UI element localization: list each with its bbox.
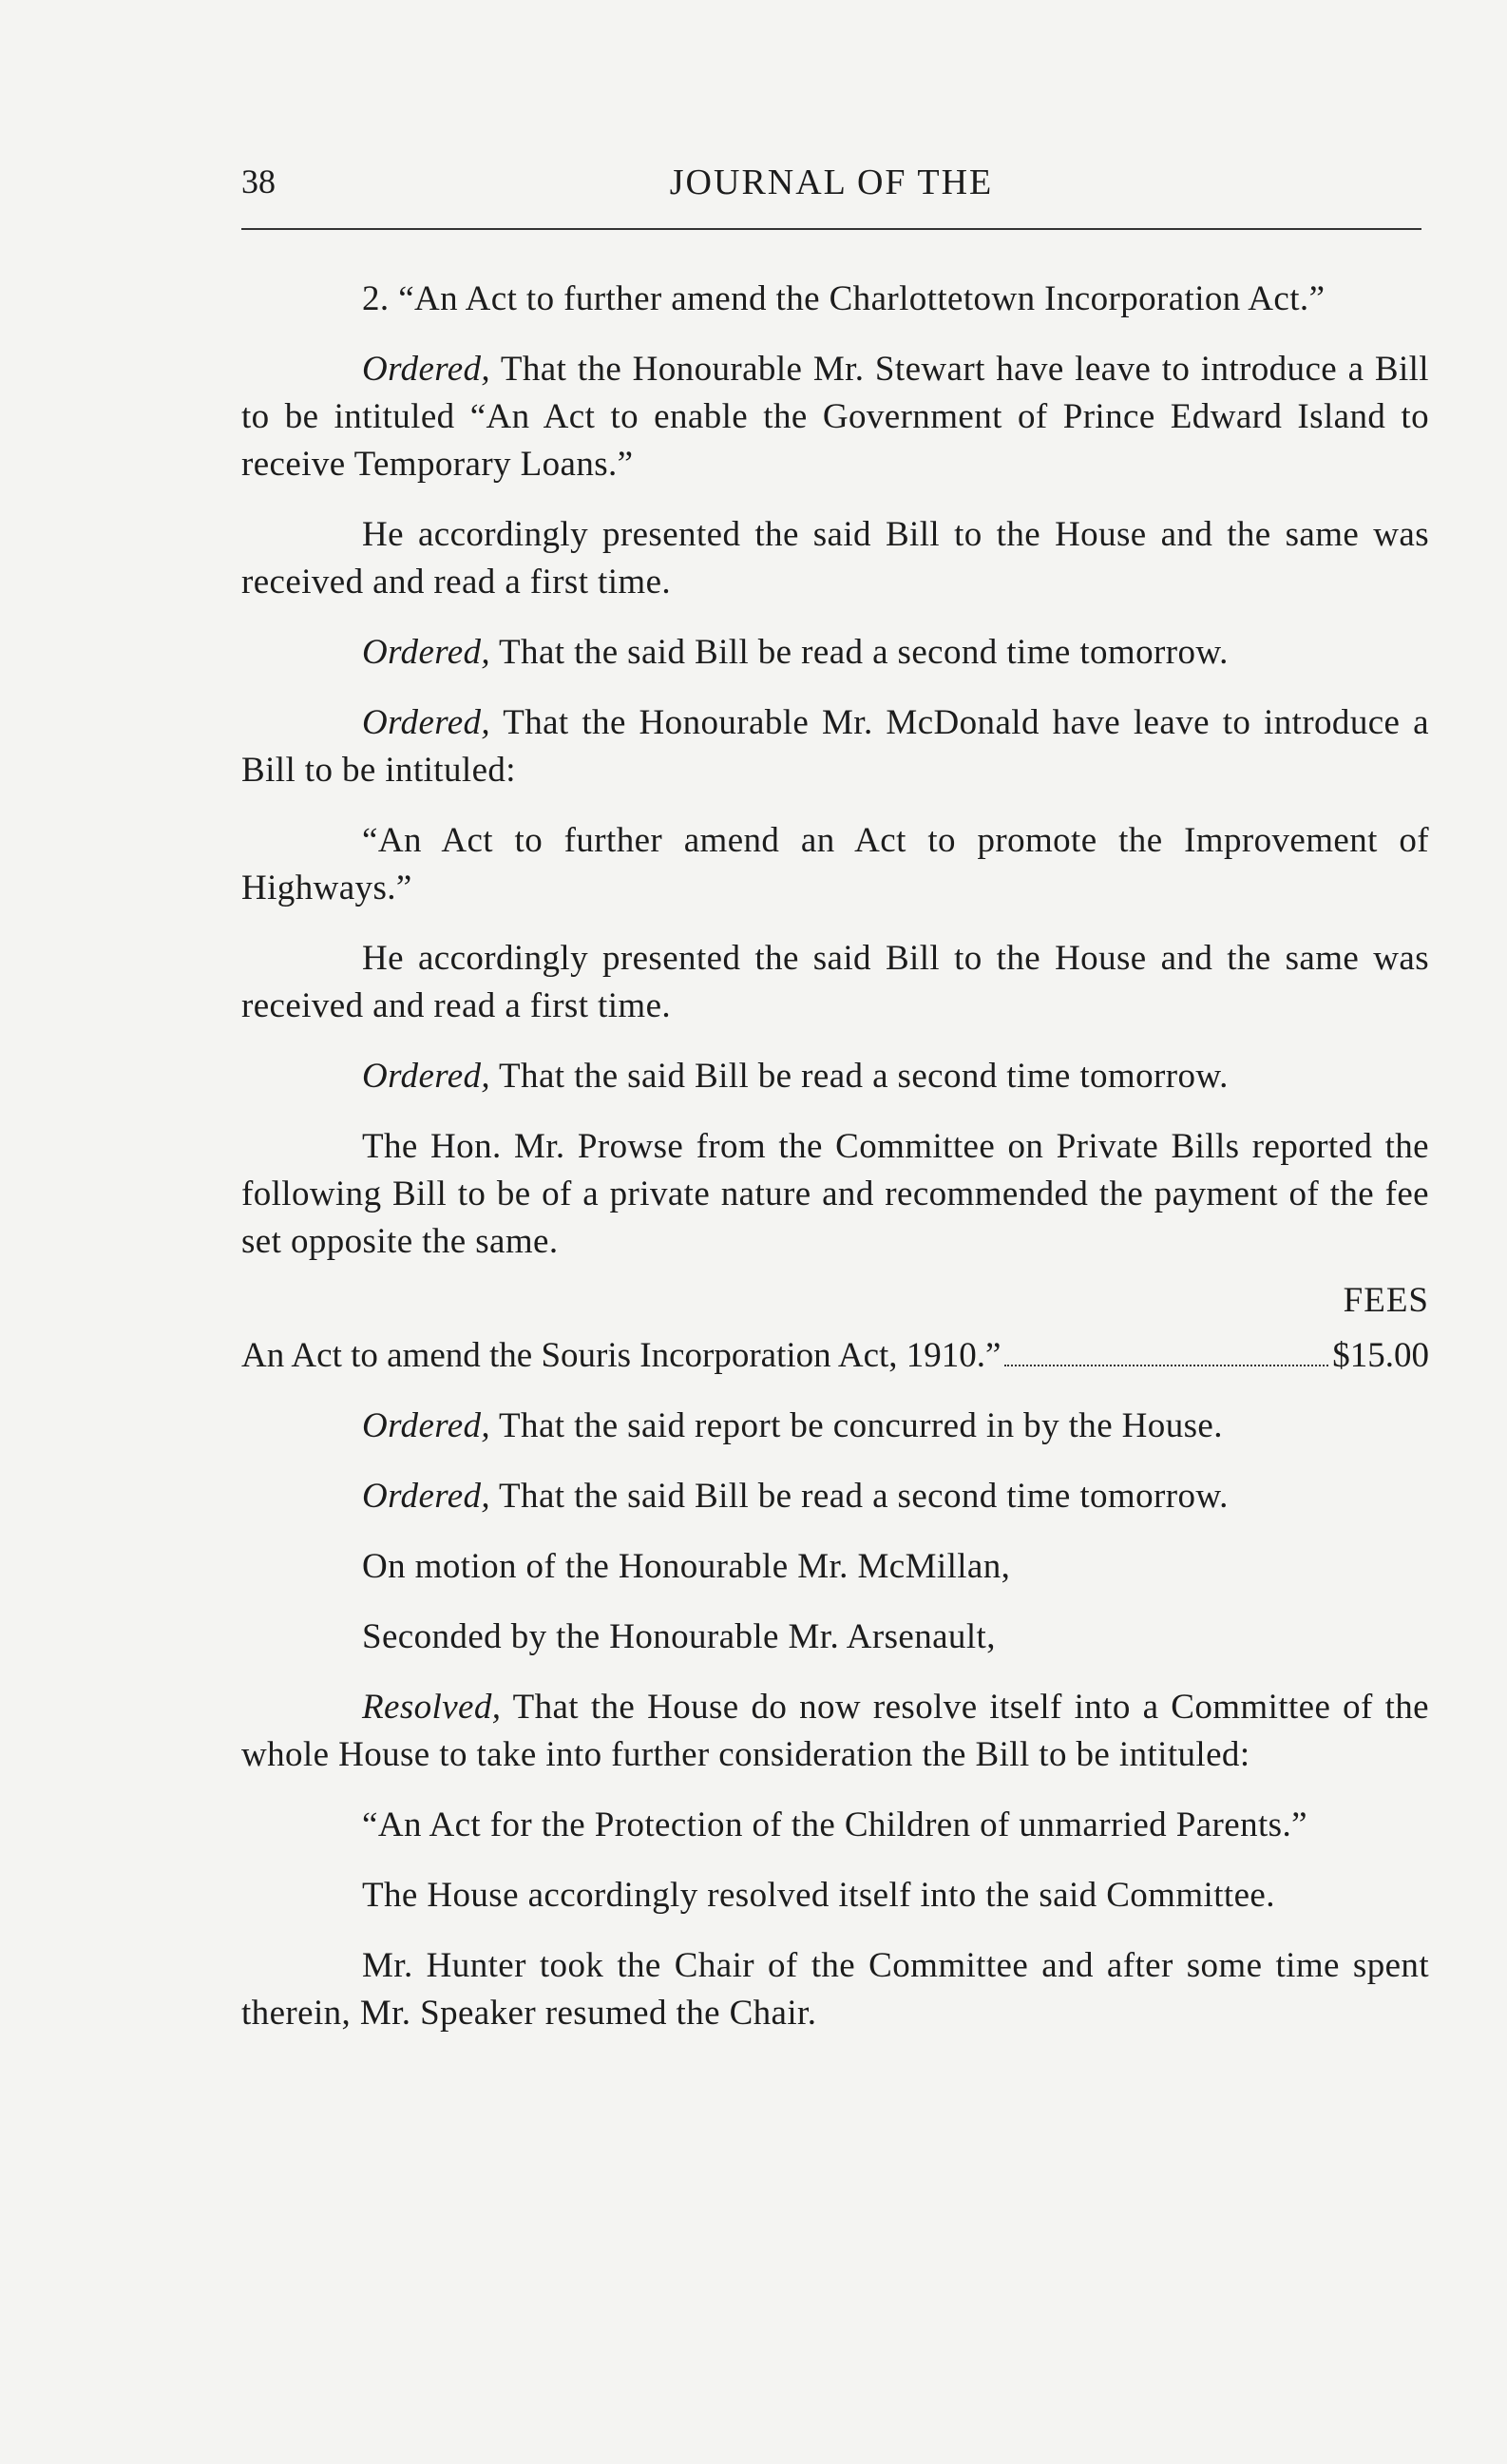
paragraph-text: That the said Bill be read a second time tomorrow.	[490, 1057, 1229, 1096]
paragraph-text: Seconded by the Honourable Mr. Arsenault,	[362, 1617, 996, 1656]
paragraph-lead: Ordered,	[362, 633, 491, 672]
paragraph	[241, 1942, 1429, 2037]
paragraph	[241, 1473, 1429, 1520]
paragraph	[241, 276, 1429, 323]
dot-leader	[1004, 1365, 1328, 1366]
paragraph-text: That the Honourable Mr. Stewart have leave to introduce a Bill to be intituled “An Act to enable the Government of Prince Edward Island to receive Temporary Loans.”	[241, 350, 1429, 484]
paragraph-text: The House accordingly resolved itself into the said Committee.	[362, 1876, 1275, 1915]
paragraph-lead: Resolved,	[362, 1688, 502, 1727]
paragraph-text: “An Act to further amend an Act to promote the Improvement of Highways.”	[241, 821, 1429, 907]
paragraph	[241, 1802, 1429, 1849]
paragraph-text: That the House do now resolve itself into a Committee of the whole House to take into further consideration the Bill to be intituled:	[241, 1688, 1429, 1774]
fee-item-amount: $15.00	[1332, 1336, 1429, 1375]
paragraph	[241, 346, 1429, 488]
paragraph-text: “An Act for the Protection of the Children of unmarried Parents.”	[362, 1805, 1307, 1844]
page-header	[241, 154, 1421, 211]
paragraph	[241, 1684, 1429, 1779]
paragraph-text: On motion of the Honourable Mr. McMillan,	[362, 1547, 1011, 1586]
running-head: JOURNAL OF THE	[669, 162, 994, 202]
paragraph	[241, 1403, 1429, 1450]
paragraph-text: He accordingly presented the said Bill to the House and the same was received and read a first time.	[241, 515, 1429, 602]
fee-item	[241, 1332, 1429, 1380]
paragraph	[241, 1872, 1429, 1920]
paragraph-lead: Ordered,	[362, 703, 491, 742]
paragraph-lead: Ordered,	[362, 1057, 491, 1096]
paragraph	[241, 1053, 1429, 1100]
paragraph	[241, 629, 1429, 677]
page-number: 38	[241, 162, 276, 201]
paragraph-text: He accordingly presented the said Bill to the House and the same was received and read a first time.	[241, 939, 1429, 1025]
header-rule	[241, 228, 1421, 230]
paragraph	[241, 935, 1429, 1030]
paragraph-text: That the said Bill be read a second time tomorrow.	[490, 633, 1229, 672]
fee-item-title: An Act to amend the Souris Incorporation Act, 1910.”	[241, 1336, 1001, 1375]
paragraph	[241, 511, 1429, 606]
paragraph	[241, 1123, 1429, 1266]
paragraph-lead: Ordered,	[362, 1477, 491, 1516]
paragraph-lead: Ordered,	[362, 350, 491, 389]
paragraph-lead: Ordered,	[362, 1406, 491, 1445]
paragraph	[241, 1543, 1429, 1591]
paragraph-text: That the Honourable Mr. McDonald have leave to introduce a Bill to be intituled:	[241, 703, 1429, 790]
paragraph	[241, 1614, 1429, 1661]
paragraph-text: The Hon. Mr. Prowse from the Committee on Private Bills reported the following Bill to be of a private nature and recommended the payment of the fee set opposite the same.	[241, 1127, 1429, 1261]
paragraph	[241, 817, 1429, 912]
paragraph	[241, 699, 1429, 794]
paragraph-text: That the said Bill be read a second time tomorrow.	[490, 1477, 1229, 1516]
paragraph-text: That the said report be concurred in by the House.	[490, 1406, 1223, 1445]
paragraph-text: Mr. Hunter took the Chair of the Committee and after some time spent therein, Mr. Speaker resumed the Chair.	[241, 1946, 1429, 2033]
fees-heading: FEES	[1343, 1281, 1429, 1320]
page-body	[241, 276, 1429, 2060]
paragraph-text: 2. “An Act to further amend the Charlottetown Incorporation Act.”	[362, 279, 1326, 318]
